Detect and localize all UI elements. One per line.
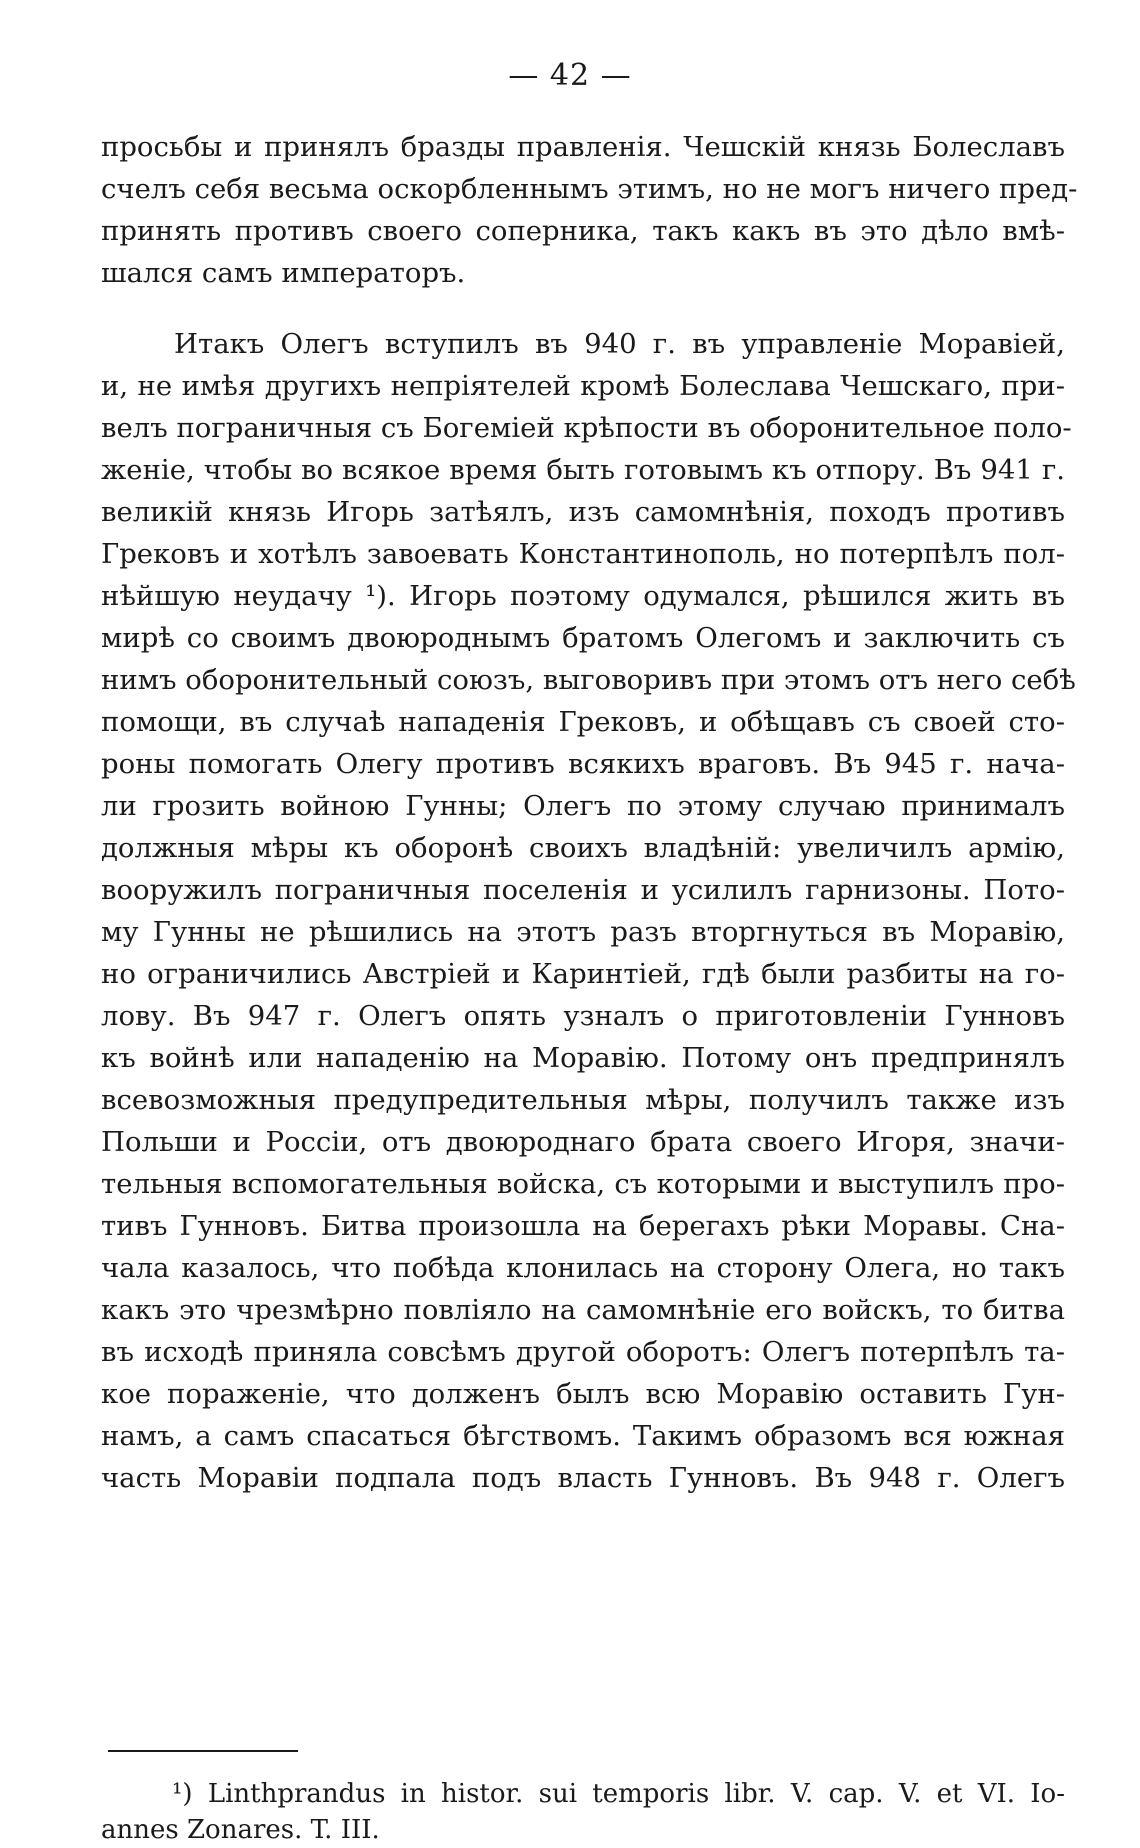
page-number: — 42 — (508, 58, 632, 93)
text-line: и, не имѣя другихъ непріятелей кромѣ Болеслава Чешскаго, при- (101, 370, 1065, 402)
text-line: роны помогать Олегу противъ всякихъ враговъ. Въ 945 г. нача- (101, 748, 1065, 780)
text-line: Польши и Россіи, отъ двоюроднаго брата своего Игоря, значи- (101, 1126, 1065, 1158)
text-line: должныя мѣры къ оборонѣ своихъ владѣній: увеличилъ армію, (101, 832, 1065, 864)
text-line: всевозможныя предупредительныя мѣры, получилъ также изъ (101, 1084, 1065, 1116)
text-line: шался самъ императоръ. (101, 257, 466, 289)
text-line: но ограничились Австріей и Каринтіей, гдѣ были разбиты на го- (101, 958, 1065, 990)
footnote-line: ¹) Linthprandus in histor. sui temporis libr. V. cap. V. et VI. Io- (172, 1779, 1065, 1809)
footnote-divider (108, 1750, 298, 1752)
text-line: часть Моравіи подпала подъ власть Гунновъ. Въ 948 г. Олегъ (101, 1462, 1065, 1494)
text-line: намъ, а самъ спасаться бѣгствомъ. Такимъ образомъ вся южная (101, 1420, 1065, 1452)
text-line: къ войнѣ или нападенію на Моравію. Потому онъ предпринялъ (101, 1042, 1065, 1074)
text-line: ли грозить войною Гунны; Олегъ по этому случаю принималъ (101, 790, 1065, 822)
text-line: въ исходѣ приняла совсѣмъ другой оборотъ: Олегъ потерпѣлъ та- (101, 1336, 1065, 1368)
text-line: мирѣ со своимъ двоюроднымъ братомъ Олегомъ и заключить съ (101, 622, 1065, 654)
text-line: кое пораженіе, что долженъ былъ всю Моравію оставить Гун- (101, 1378, 1065, 1410)
text-line: тивъ Гунновъ. Битва произошла на берегахъ рѣки Моравы. Сна- (101, 1210, 1065, 1242)
text-line: нимъ оборонительный союзъ, выговоривъ при этомъ отъ него себѣ (101, 664, 1076, 696)
text-line: нѣйшую неудачу ¹). Игорь поэтому одумался, рѣшился жить въ (101, 580, 1065, 612)
text-line: велъ пограничныя съ Богеміей крѣпости въ оборонительное поло- (101, 412, 1072, 444)
text-line: просьбы и принялъ бразды правленія. Чешскій князь Болеславъ (101, 131, 1065, 163)
text-line: помощи, въ случаѣ нападенія Грековъ, и обѣщавъ съ своей сто- (101, 706, 1065, 738)
text-line: великій князь Игорь затѣялъ, изъ самомнѣнія, походъ противъ (101, 496, 1065, 528)
text-line: вооружилъ пограничныя поселенія и усилилъ гарнизоны. Пото- (101, 874, 1065, 906)
text-line: женіе, чтобы во всякое время быть готовымъ къ отпору. Въ 941 г. (101, 454, 1065, 486)
text-line: лову. Въ 947 г. Олегъ опять узналъ о приготовленіи Гунновъ (101, 1000, 1065, 1032)
footnote-line: annes Zonares. T. III. (101, 1815, 380, 1845)
text-line: тельныя вспомогательныя войска, съ которыми и выступилъ про- (101, 1168, 1065, 1200)
text-line: чала казалось, что побѣда клонилась на сторону Олега, но такъ (101, 1252, 1065, 1284)
text-line: Грековъ и хотѣлъ завоевать Константинополь, но потерпѣлъ пол- (101, 538, 1065, 570)
text-line: му Гунны не рѣшились на этотъ разъ вторгнуться въ Моравію, (101, 916, 1065, 948)
text-line: принять противъ своего соперника, такъ какъ въ это дѣло вмѣ- (101, 215, 1065, 247)
paragraph-first-line: Итакъ Олегъ вступилъ въ 940 г. въ управленіе Моравіей, (174, 328, 1065, 360)
text-line: какъ это чрезмѣрно повліяло на самомнѣніе его войскъ, то битва (101, 1294, 1065, 1326)
text-line: счелъ себя весьма оскорбленнымъ этимъ, но не могъ ничего пред- (101, 173, 1078, 205)
